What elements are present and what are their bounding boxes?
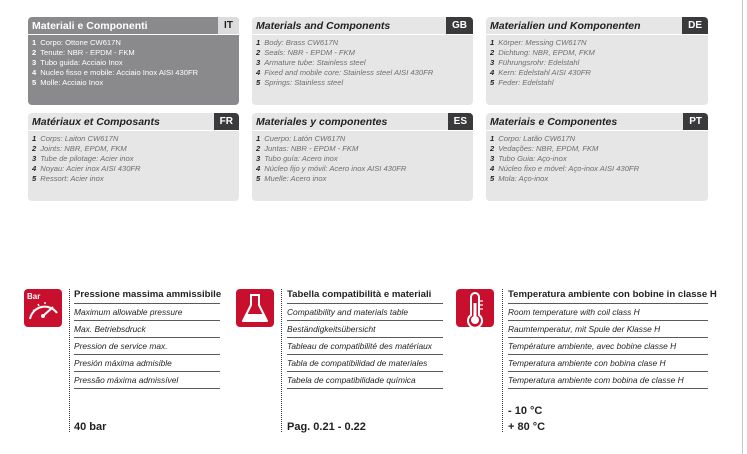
list-item-text: Feder: Edelstahl (498, 78, 554, 87)
panel-title: Materiales y componentes (256, 115, 388, 128)
list-item: 2 Dichtung: NBR, EPDM, FKM (490, 48, 595, 57)
list-item-text: Tenute: NBR - EPDM - FKM (40, 48, 135, 57)
materials-panel-es (252, 113, 473, 201)
list-item: 2 Tenute: NBR - EPDM - FKM (32, 48, 135, 57)
spec-translation: Tabela de compatibilidade química (287, 372, 443, 389)
dotted-guide-line (281, 289, 282, 432)
list-item: 2 Juntas: NBR - EPDM - FKM (256, 144, 359, 153)
dotted-guide-line (69, 289, 70, 432)
compatibility-spec-column (287, 287, 443, 389)
list-item-text: Fixed and mobile core: Stainless steel AISI 430FR (264, 68, 434, 77)
list-item-text: Molle: Acciaio Inox (40, 78, 104, 87)
list-item-text: Corpo: Latão CW617N (498, 134, 576, 143)
list-item: 1 Corps: Laiton CW617N (32, 134, 119, 143)
materials-panel-gb (252, 17, 473, 105)
temperature-spec-column (508, 287, 717, 389)
thermometer-icon (456, 289, 494, 327)
list-item-text: Muelle: Acero inox (264, 174, 327, 183)
spec-translation: Max. Betriebsdruck (74, 321, 220, 338)
list-item: 3 Tubo Guia: Aço-inox (490, 154, 567, 163)
pressure-spec-column (74, 287, 220, 389)
list-item-text: Tubo guida: Acciaio Inox (40, 58, 123, 67)
list-item-text: Dichtung: NBR, EPDM, FKM (498, 48, 595, 57)
dotted-guide-line (502, 289, 503, 432)
pressure-gauge-icon (24, 289, 62, 327)
materials-panel-pt (486, 113, 708, 201)
spec-heading: Temperatura ambiente con bobine in classe H (508, 287, 708, 304)
list-item: 2 Joints: NBR, EPDM, FKM (32, 144, 127, 153)
spec-heading: Pressione massima ammissibile (74, 287, 220, 304)
list-item: 5 Feder: Edelstahl (490, 78, 554, 87)
materials-panel-it (28, 17, 239, 105)
panel-title: Materiais e Componentes (490, 115, 618, 128)
panel-header (252, 17, 473, 35)
list-item-text: Führungsrohr: Edelstahl (498, 58, 580, 67)
list-item: 1 Corpo: Latão CW617N (490, 134, 576, 143)
panel-header (252, 113, 473, 131)
list-item-text: Juntas: NBR - EPDM - FKM (264, 144, 359, 153)
temperature-min-value: - 10 °C (508, 405, 543, 417)
list-item: 4 Fixed and mobile core: Stainless steel AISI 430FR (256, 68, 434, 77)
list-item: 4 Núcleo fixo e móvel: Aço-inox AISI 430FR (490, 164, 640, 173)
language-code-badge: FR (214, 113, 239, 130)
panel-title: Matériaux et Composants (32, 115, 160, 128)
materials-list (28, 131, 239, 184)
panel-title: Materiali e Componenti (32, 19, 148, 32)
temperature-max-value: + 80 °C (508, 421, 546, 433)
list-item-text: Ressort: Acier inox (40, 174, 104, 183)
list-item: 3 Armature tube: Stainless steel (256, 58, 366, 67)
list-item-text: Núcleo fixo e móvel: Aço-inox AISI 430FR (498, 164, 640, 173)
language-code-badge: GB (446, 17, 473, 34)
materials-list (486, 131, 708, 184)
language-code-badge: DE (682, 17, 708, 34)
list-item-text: Nucleo fisso e mobile: Acciaio Inox AISI 430FR (40, 68, 199, 77)
panel-header (486, 113, 708, 131)
list-item: 5 Mola: Aço-inox (490, 174, 549, 183)
gauge-icon-label: Bar (27, 292, 41, 301)
spec-translation: Temperatura ambiente com bobina de classe H (508, 372, 708, 389)
list-item: 5 Ressort: Acier inox (32, 174, 104, 183)
list-item-text: Body: Brass CW617N (264, 38, 339, 47)
spec-translation: Raumtemperatur, mit Spule der Klasse H (508, 321, 708, 338)
list-item-text: Armature tube: Stainless steel (264, 58, 366, 67)
list-item-text: Mola: Aço-inox (498, 174, 549, 183)
spec-translation: Température ambiente, avec bobine classe H (508, 338, 708, 355)
list-item: 3 Tubo guía: Acero inox (256, 154, 338, 163)
list-item: 3 Tube de pilotage: Acier inox (32, 154, 134, 163)
panel-header (28, 17, 239, 35)
spec-translation: Compatibility and materials table (287, 304, 443, 321)
list-item-text: Seals: NBR - EPDM - FKM (264, 48, 355, 57)
list-item-text: Noyau: Acier inox AISI 430FR (40, 164, 141, 173)
list-item-text: Tubo Guia: Aço-inox (498, 154, 567, 163)
materials-panel-fr (28, 113, 239, 201)
list-item: 3 Führungsrohr: Edelstahl (490, 58, 580, 67)
list-item-text: Springs: Stainless steel (264, 78, 344, 87)
list-item-text: Tubo guía: Acero inox (264, 154, 338, 163)
list-item: 5 Muelle: Acero inox (256, 174, 327, 183)
list-item: 4 Noyau: Acier inox AISI 430FR (32, 164, 141, 173)
materials-list (28, 35, 239, 88)
list-item: 5 Molle: Acciaio Inox (32, 78, 104, 87)
list-item: 1 Body: Brass CW617N (256, 38, 339, 47)
list-item-text: Corpo: Ottone CW617N (40, 38, 121, 47)
flask-icon (236, 289, 274, 327)
list-item-text: Kern: Edelstahl AISI 430FR (498, 68, 591, 77)
spec-translation: Temperatura ambiente con bobina clase H (508, 355, 708, 372)
page-right-border (742, 0, 743, 454)
panel-header (486, 17, 708, 35)
materials-list (486, 35, 708, 88)
panel-header (28, 113, 239, 131)
list-item: 2 Vedações: NBR, EPDM, FKM (490, 144, 599, 153)
spec-translation: Pressão máxima admissível (74, 372, 220, 389)
spec-translation: Tableau de compatibilité des matériaux (287, 338, 443, 355)
list-item: 2 Seals: NBR - EPDM - FKM (256, 48, 355, 57)
list-item-text: Tube de pilotage: Acier inox (40, 154, 134, 163)
language-code-badge: ES (448, 113, 473, 130)
spec-translation: Room temperature with coil class H (508, 304, 708, 321)
list-item: 3 Tubo guida: Acciaio Inox (32, 58, 123, 67)
list-item-text: Joints: NBR, EPDM, FKM (40, 144, 127, 153)
list-item: 1 Cuerpo: Latón CW617N (256, 134, 346, 143)
compatibility-page-ref: Pag. 0.21 - 0.22 (287, 421, 366, 433)
list-item-text: Corps: Laiton CW617N (40, 134, 119, 143)
list-item: 4 Nucleo fisso e mobile: Acciaio Inox AISI 430FR (32, 68, 199, 77)
list-item-text: Vedações: NBR, EPDM, FKM (498, 144, 599, 153)
spec-translation: Pression de service max. (74, 338, 220, 355)
language-code-badge: PT (683, 113, 708, 130)
list-item-text: Cuerpo: Latón CW617N (264, 134, 346, 143)
spec-translation: Beständigkeitsübersicht (287, 321, 443, 338)
materials-list (252, 131, 473, 184)
panel-title: Materialien und Komponenten (490, 19, 641, 32)
spec-translation: Maximum allowable pressure (74, 304, 220, 321)
spec-translation: Presión máxima admisible (74, 355, 220, 372)
panel-title: Materials and Components (256, 19, 391, 32)
list-item-text: Núcleo fijo y móvil: Acero inox AISI 430FR (264, 164, 407, 173)
list-item: 4 Núcleo fijo y móvil: Acero inox AISI 430FR (256, 164, 407, 173)
list-item: 1 Corpo: Ottone CW617N (32, 38, 121, 47)
materials-list (252, 35, 473, 88)
list-item: 1 Körper: Messing CW617N (490, 38, 587, 47)
list-item: 4 Kern: Edelstahl AISI 430FR (490, 68, 591, 77)
list-item-text: Körper: Messing CW617N (498, 38, 587, 47)
spec-heading: Tabella compatibilità e materiali (287, 287, 443, 304)
pressure-value: 40 bar (74, 421, 107, 433)
language-code-badge: IT (218, 17, 239, 34)
spec-translation: Tabla de compatibilidad de materiales (287, 355, 443, 372)
list-item: 5 Springs: Stainless steel (256, 78, 344, 87)
materials-panel-de (486, 17, 708, 105)
